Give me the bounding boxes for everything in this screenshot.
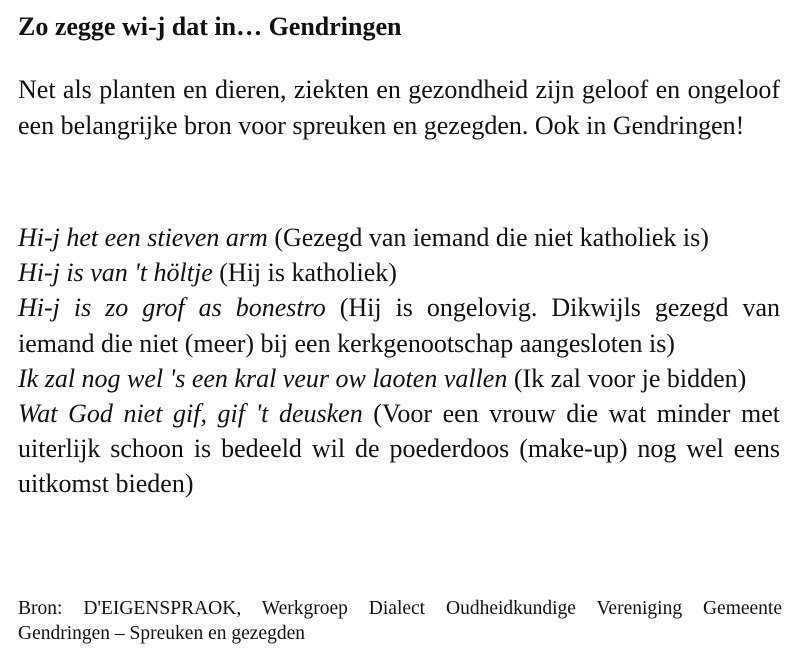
saying-item	[18, 255, 780, 290]
sayings-list	[18, 220, 780, 502]
page-title: Zo zegge wi-j dat in… Gendringen	[18, 12, 402, 41]
saying-meaning: (Ik zal voor je bidden)	[513, 363, 747, 393]
saying-meaning: (Gezegd van iemand die niet katholiek is)	[274, 223, 709, 252]
saying-meaning: (Hij is katholiek)	[219, 258, 397, 288]
saying-phrase: Wat God niet gif, gif 't deusken	[18, 399, 363, 429]
saying-meaning: (Hij is ongelovig. Dikwijls gezegd van iemand die niet (meer) bij een kerkgenootschap aangesloten is)	[18, 293, 781, 358]
saying-phrase: Ik zal nog wel 's een kral veur ow laoten vallen	[18, 363, 508, 393]
saying-item	[18, 290, 780, 360]
saying-item	[18, 396, 780, 502]
saying-phrase: Hi-j is van 't höltje	[18, 258, 213, 288]
saying-phrase: Hi-j het een stieven arm	[18, 223, 268, 252]
saying-phrase: Hi-j is zo grof as bonestro	[18, 293, 326, 323]
source-citation: Bron: D'EIGENSPRAOK, Werkgroep Dialect Oudheidkundige Vereniging Gemeente Gendringen – Spreuken en gezegden	[18, 598, 782, 644]
intro-paragraph: Net als planten en dieren, ziekten en gezondheid zijn geloof en ongeloof een belangrijke bron voor spreuken en gezegden. Ook in Gendringen!	[18, 75, 780, 140]
saying-item	[18, 361, 780, 396]
saying-item	[18, 220, 780, 255]
saying-meaning: (Voor een vrouw die wat minder met uiterlijk schoon is bedeeld wil de poederdoos (make-up) nog wel eens uitkomst bieden)	[18, 399, 781, 499]
